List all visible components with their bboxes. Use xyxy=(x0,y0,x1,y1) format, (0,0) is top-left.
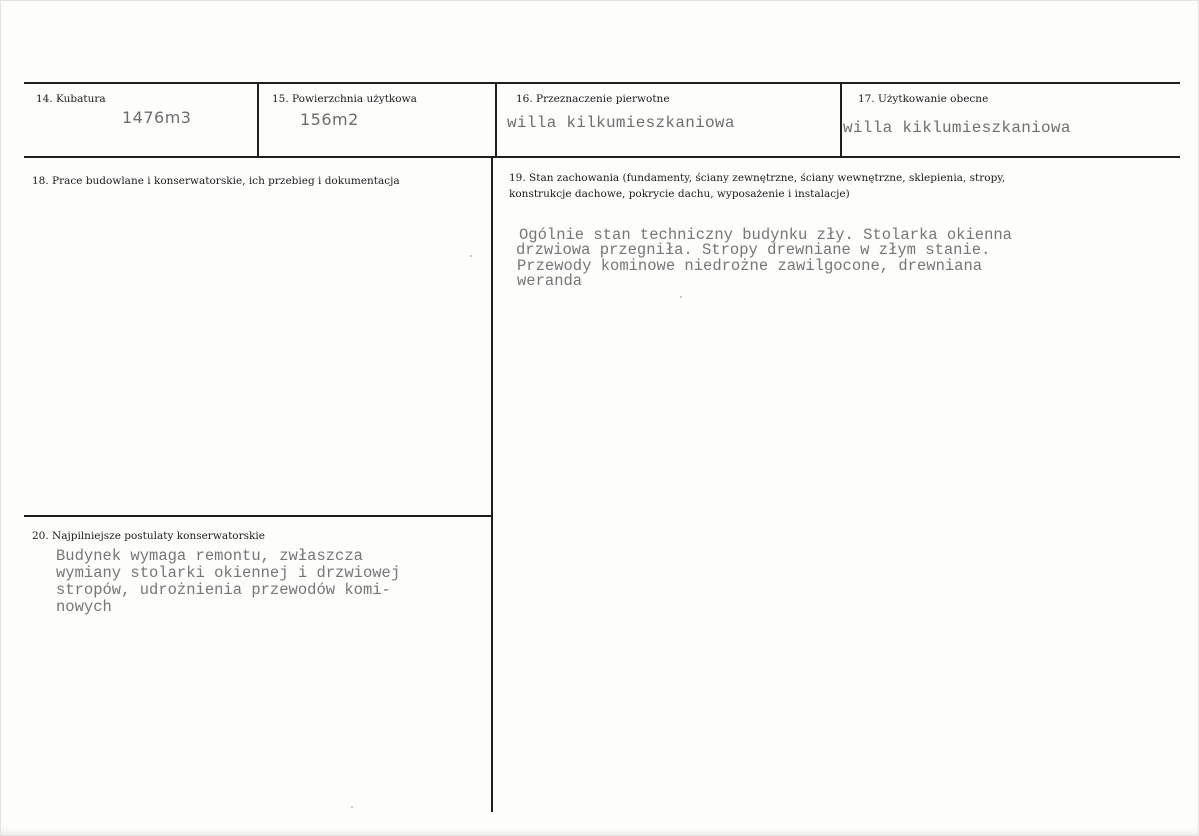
field-19-line-3: Przewody kominowe niedrożne zawilgocone, drewniana xyxy=(517,257,983,275)
field-19-label: 19. Stan zachowania (fundamenty, ściany zewnętrzne, ściany wewnętrzne, sklepienia, stropy, konstrukcje dachowe, pokrycie dachu, wyposażenie i instalacje) xyxy=(509,172,1006,200)
field-15-label: 15. Powierzchnia użytkowa xyxy=(272,93,417,105)
field-15-value: 156m2 xyxy=(300,110,359,129)
field-18-label: 18. Prace budowlane i konserwatorskie, ich przebieg i dokumentacja xyxy=(32,175,400,187)
field-17-value: willa kiklumieszkaniowa xyxy=(843,119,1071,137)
field-14-label: 14. Kubatura xyxy=(36,93,106,105)
field-20-label: 20. Najpilniejsze postulaty konserwatorskie xyxy=(32,530,265,542)
top-rule xyxy=(24,82,1180,84)
field-20-line-1: Budynek wymaga remontu, zwłaszcza xyxy=(56,547,363,565)
col-divider-16-17 xyxy=(840,83,842,157)
field-19-line-1: Ogólnie stan techniczny budynku zły. Stolarka okienna xyxy=(519,226,1012,244)
field-20-line-2: wymiany stolarki okiennej i drzwiowej xyxy=(56,564,401,582)
section-20-rule xyxy=(24,515,492,517)
paper-speck xyxy=(351,806,353,808)
field-20-line-3: stropów, udrożnienia przewodów komi- xyxy=(56,581,391,599)
field-17-label: 17. Użytkowanie obecne xyxy=(858,93,989,105)
field-19-line-2: drzwiowa przegniła. Stropy drewniane w złym stanie. xyxy=(516,241,991,259)
col-divider-14-15 xyxy=(257,83,259,157)
field-14-value: 1476m3 xyxy=(122,108,192,127)
field-16-label: 16. Przeznaczenie pierwotne xyxy=(516,93,670,105)
row-rule xyxy=(24,156,1180,158)
paper-speck xyxy=(680,296,682,298)
field-16-value: willa kilkumieszkaniowa xyxy=(507,114,735,132)
main-column-divider xyxy=(491,157,493,812)
paper-speck xyxy=(470,255,472,257)
field-20-line-4: nowych xyxy=(56,598,112,616)
col-divider-15-16 xyxy=(495,83,497,157)
field-19-line-4: weranda xyxy=(517,272,583,290)
